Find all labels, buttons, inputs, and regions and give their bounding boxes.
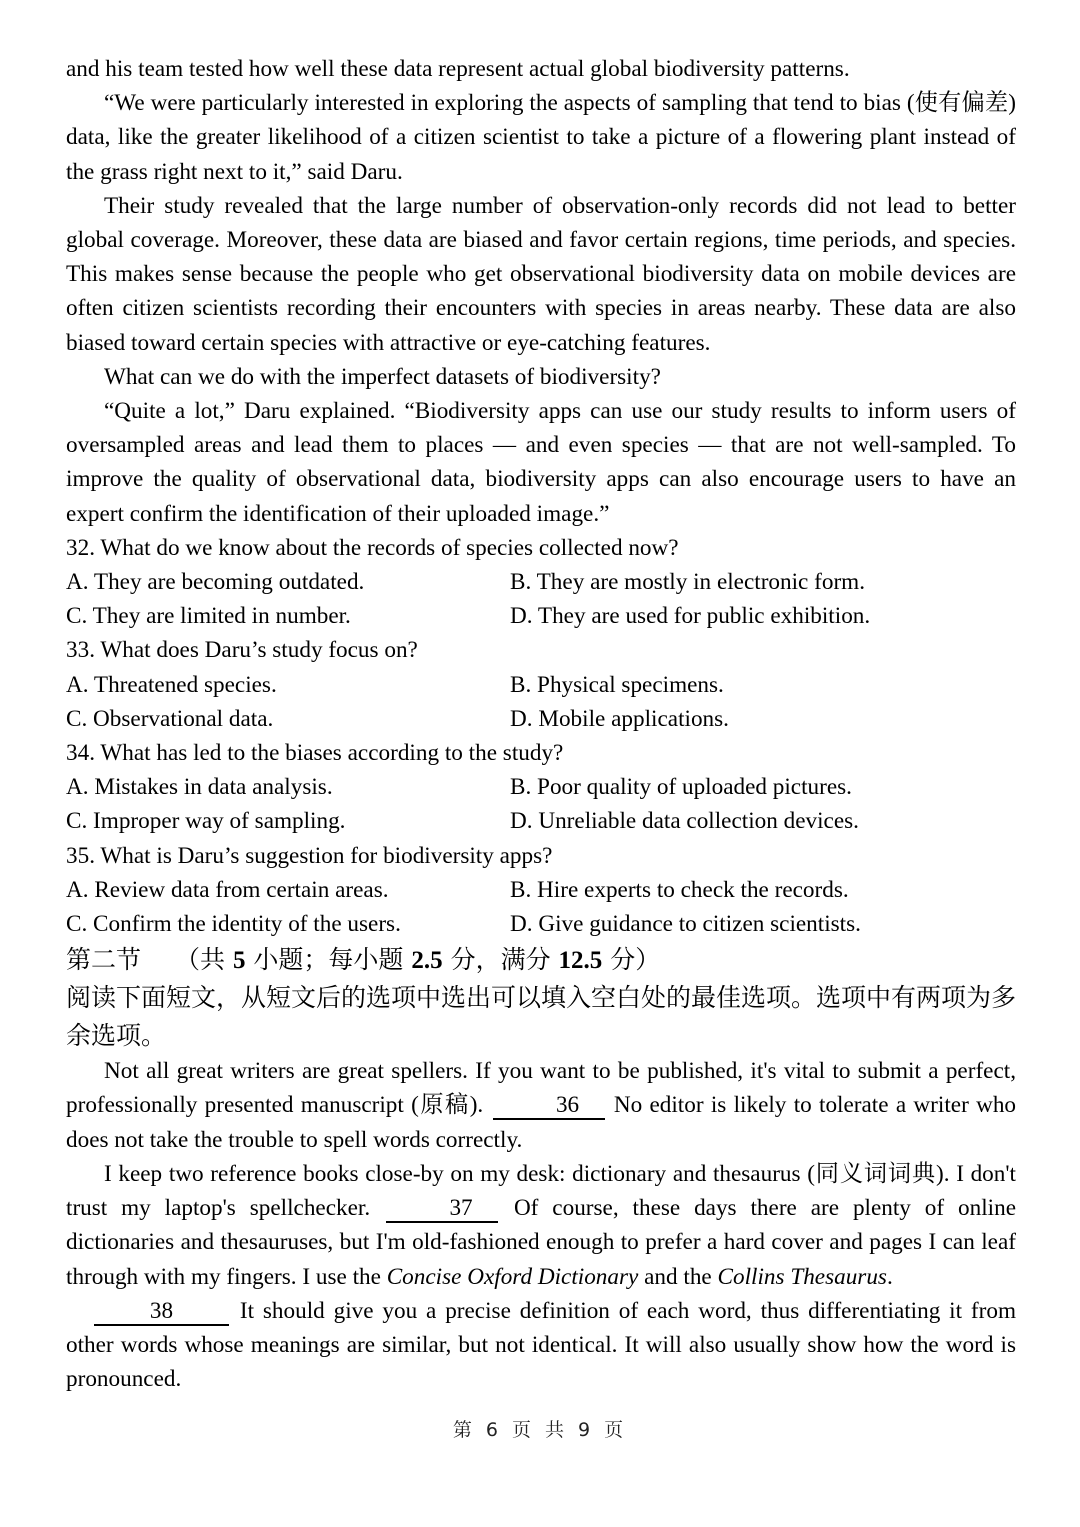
question-32-option-a[interactable]: A. They are becoming outdated.	[66, 569, 365, 596]
cloze-p2-conjunction: and the	[644, 1263, 712, 1290]
question-32-stem: 32. What do we know about the records of species collected now?	[66, 534, 679, 561]
question-35-option-c[interactable]: C. Confirm the identity of the users.	[66, 911, 401, 938]
question-35-options-row-2	[66, 907, 1016, 941]
question-34-options-row-2	[66, 804, 1016, 838]
question-34-option-c[interactable]: C. Improper way of sampling.	[66, 808, 346, 835]
section-two-score-mid-2: 分，满分	[442, 945, 559, 975]
question-33-stem: 33. What does Daru’s study focus on?	[66, 637, 418, 664]
cloze-p3-after: It should give you a precise definition of each word, thus differentiating it from other words whose meanings are similar, but not identical. It will also usually show how the word is pronounced.	[66, 1297, 1017, 1393]
cloze-p2-after-1: Of course, these days there are plenty of online dictionaries and thesauruses, but I'm old-fashioned enough to prefer a hard cover and pages I can leaf through with my fingers. I use the	[66, 1195, 1016, 1290]
question-35-option-d[interactable]: D. Give guidance to citizen scientists.	[510, 911, 861, 938]
cloze-p2-before: I keep two reference books close-by on my desk: dictionary and thesaurus (同义词词典). I don't trust my laptop's spellchecker.	[66, 1160, 1016, 1222]
question-35-option-a[interactable]: A. Review data from certain areas.	[66, 876, 389, 903]
question-33-options-row-2	[66, 702, 1016, 736]
cloze-p1-after: No editor is likely to tolerate a writer who does not take the trouble to spell words correctly.	[66, 1092, 1017, 1153]
section-two-item-count: 5	[232, 947, 246, 975]
section-two-score-prefix: （共	[175, 945, 233, 975]
passage-paragraph-question: What can we do with the imperfect datasets of biodiversity?	[104, 363, 661, 390]
question-34-options-row-1	[66, 770, 1016, 804]
section-two-score-mid-1: 小题；每小题	[245, 945, 412, 975]
question-35-options-row-1	[66, 873, 1016, 907]
page-content	[66, 52, 1016, 1396]
book-title-concise-oxford-dictionary: Concise Oxford Dictionary	[386, 1263, 639, 1290]
question-32-option-c[interactable]: C. They are limited in number.	[66, 603, 351, 630]
question-34-option-b[interactable]: B. Poor quality of uploaded pictures.	[510, 774, 852, 801]
question-34-option-a[interactable]: A. Mistakes in data analysis.	[66, 774, 333, 801]
section-two-total-score: 12.5	[558, 947, 603, 975]
blank-36[interactable]: 36	[493, 1092, 605, 1120]
cloze-p1-before: Not all great writers are great spellers. If you want to be published, it's vital to submit a perfect, professionally presented manuscript (原稿).	[66, 1058, 1016, 1119]
passage-line-continued: and his team tested how well these data represent actual global biodiversity patterns.	[66, 56, 850, 82]
question-32-option-b[interactable]: B. They are mostly in electronic form.	[510, 569, 866, 596]
passage-paragraph-quote-1: “We were particularly interested in exploring the aspects of sampling that tend to bias (使有偏差) data, like the greater likelihood of a citizen scientist to take a picture of a flowering plant instead of the grass right next to it,” said Daru.	[66, 90, 1016, 185]
book-title-collins-thesaurus: Collins Thesaurus	[717, 1263, 887, 1290]
question-34-stem: 34. What has led to the biases according to the study?	[66, 740, 564, 767]
question-35-option-b[interactable]: B. Hire experts to check the records.	[510, 876, 849, 903]
question-33-option-b[interactable]: B. Physical specimens.	[510, 671, 724, 698]
question-32-options-row-2	[66, 599, 1016, 633]
question-33-option-d[interactable]: D. Mobile applications.	[510, 705, 729, 732]
page-footer: 第 6 页 共 9 页	[452, 1419, 628, 1441]
passage-paragraph-quote-2: “Quite a lot,” Daru explained. “Biodiversity apps can use our study results to inform users of oversampled areas and lead them to places — and even species — that are not well-sampled. To improve the quality of observational data, biodiversity apps can also encourage users to have an expert confirm the identification of their uploaded image.”	[66, 398, 1016, 527]
question-33-options-row-1	[66, 668, 1016, 702]
question-32-options-row-1	[66, 565, 1016, 599]
cloze-paragraph-3	[66, 1294, 1016, 1397]
blank-37[interactable]: 37	[386, 1195, 498, 1223]
section-two-heading	[66, 941, 1016, 979]
question-33-option-c[interactable]: C. Observational data.	[66, 705, 274, 732]
question-34-option-d[interactable]: D. Unreliable data collection devices.	[510, 808, 859, 835]
cloze-p2-period: .	[886, 1263, 893, 1290]
cloze-paragraph-1	[66, 1054, 1016, 1157]
question-33-option-a[interactable]: A. Threatened species.	[66, 671, 277, 698]
passage-paragraph-study: Their study revealed that the large number of observation-only records did not lead to better global coverage. Moreover, these data are biased and favor certain regions, time periods, and species. This makes sense because the people who get observational biodiversity data on mobile devices are often citizen scientists recording their encounters with species in areas nearby. These data are also biased toward certain species with attractive or eye-catching features.	[66, 192, 1016, 356]
blank-38[interactable]: 38	[94, 1298, 229, 1326]
section-two-instruction: 阅读下面短文，从短文后的选项中选出可以填入空白处的最佳选项。选项中有两项为多余选项。	[66, 983, 1017, 1050]
cloze-paragraph-2	[66, 1157, 1016, 1294]
question-32-option-d[interactable]: D. They are used for public exhibition.	[510, 603, 871, 630]
section-two-per-item-score: 2.5	[411, 947, 443, 975]
section-two-title: 第二节	[66, 945, 142, 975]
question-35-stem: 35. What is Daru’s suggestion for biodiversity apps?	[66, 842, 553, 869]
section-two-score-suffix: 分）	[602, 945, 661, 975]
